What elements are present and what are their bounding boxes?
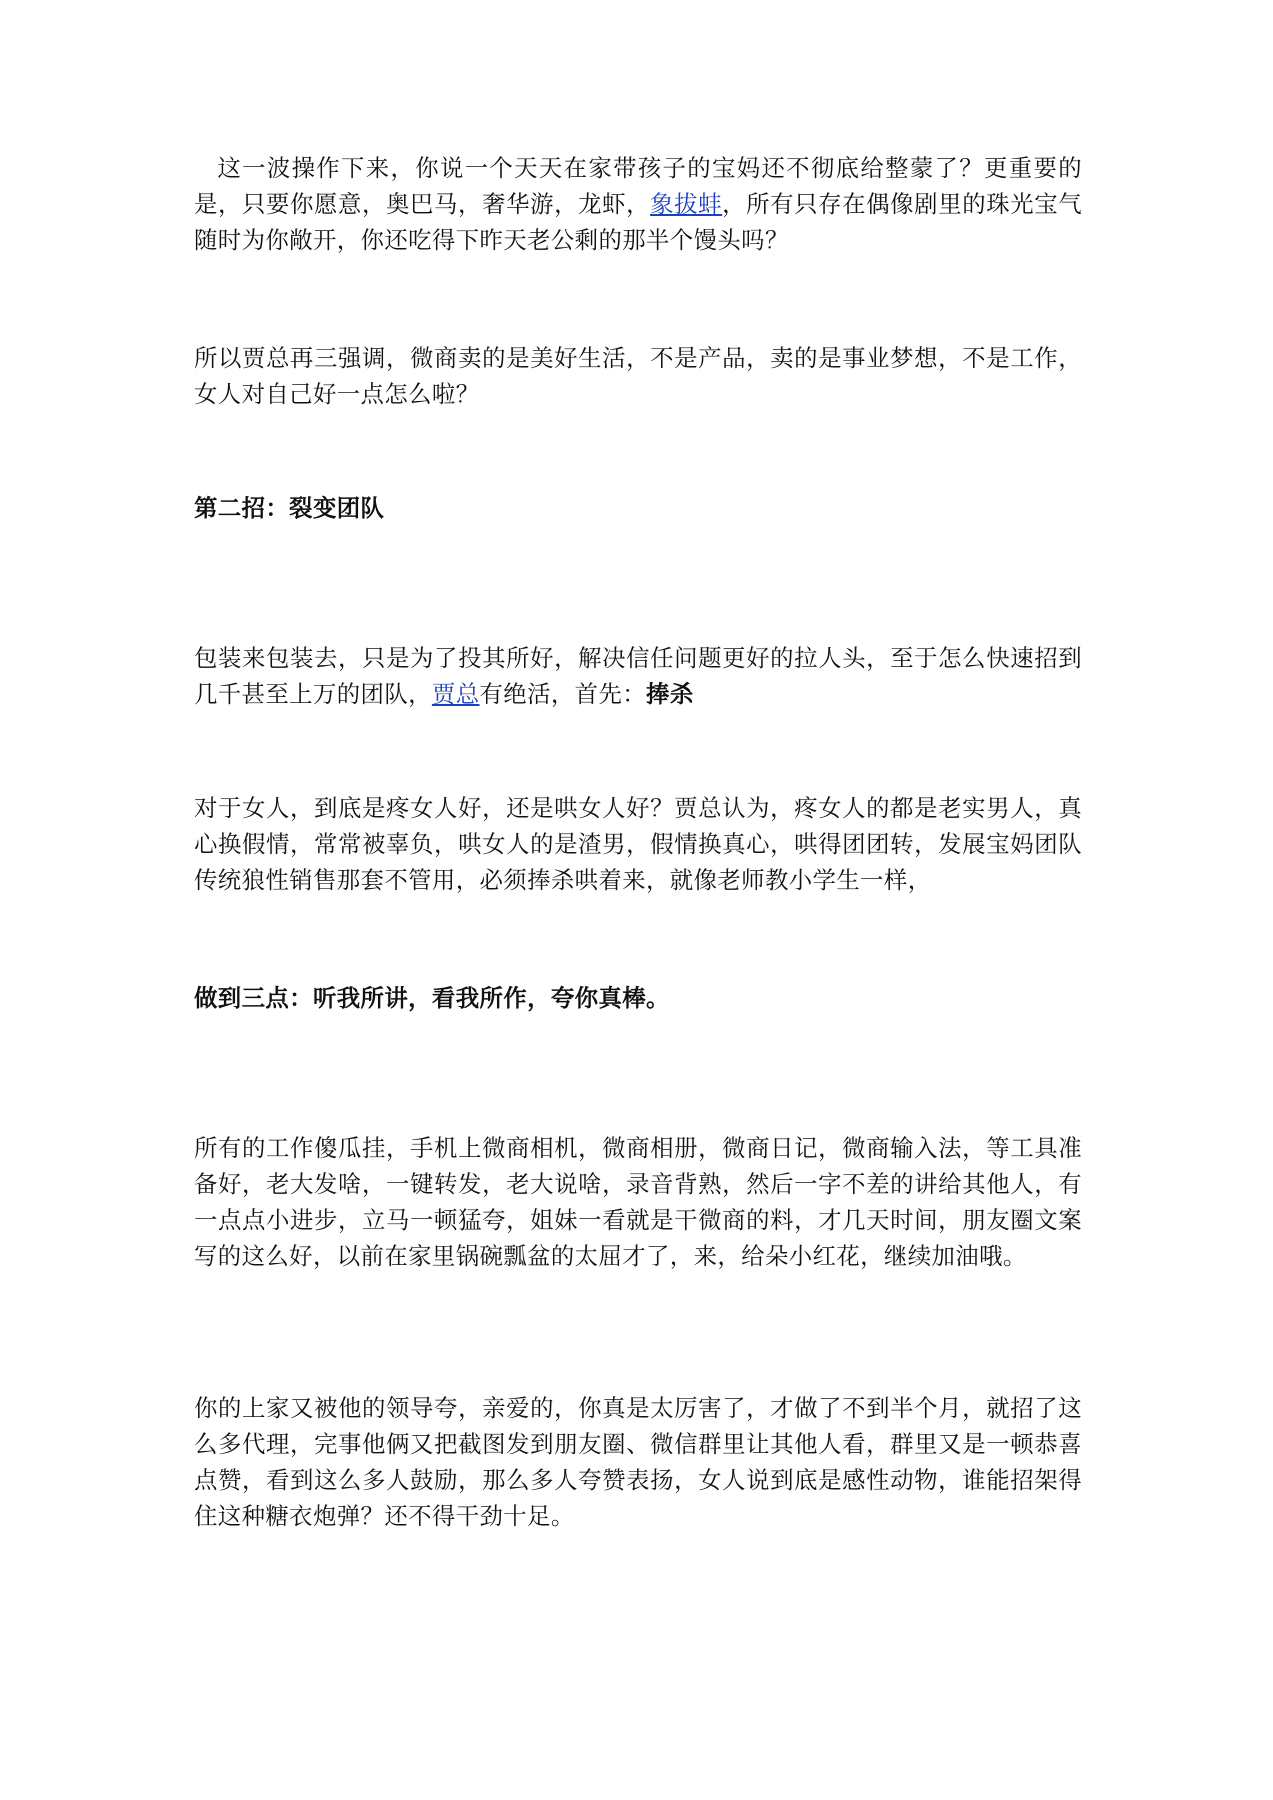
paragraph-1-text-a: 这一波操作下来，你说一个天天在家带孩子的宝妈还不彻底给整蒙了？更重要的是，只要你愿意，奥巴马，奢华游，龙虾， [194, 154, 1082, 218]
paragraph-3-text-b: 有绝活，首先： [479, 680, 647, 708]
link-xiangbabang[interactable]: 象拔蚌 [650, 190, 723, 218]
paragraph-3-bold: 捧杀 [646, 680, 694, 708]
heading-three-points: 做到三点：听我所讲，看我所作，夸你真棒。 [194, 984, 670, 1012]
paragraph-4: 对于女人，到底是疼女人好，还是哄女人好？贾总认为，疼女人的都是老实男人，真心换假情，常常被辜负，哄女人的是渣男，假情换真心，哄得团团转，发展宝妈团队传统狼性销售那套不管用，必须捧杀哄着来，就像老师教小学生一样， [194, 794, 1082, 894]
paragraph-2: 所以贾总再三强调，微商卖的是美好生活，不是产品，卖的是事业梦想，不是工作，女人对自己好一点怎么啦？ [194, 344, 1082, 408]
paragraph-1 [194, 150, 1082, 258]
paragraph-3-text-a: 包装来包装去，只是为了投其所好，解决信任问题更好的拉人头，至于怎么快速招到几千甚至上万的团队， [194, 644, 1082, 708]
heading-second-move: 第二招：裂变团队 [194, 494, 385, 522]
paragraph-6: 你的上家又被他的领导夸，亲爱的，你真是太厉害了，才做了不到半个月，就招了这么多代理，完事他俩又把截图发到朋友圈、微信群里让其他人看，群里又是一顿恭喜点赞，看到这么多人鼓励，那么多人夸赞表扬，女人说到底是感性动物，谁能招架得住这种糖衣炮弹？还不得干劲十足。 [194, 1394, 1082, 1530]
paragraph-5: 所有的工作傻瓜挂，手机上微商相机，微商相册，微商日记，微商输入法，等工具准备好，老大发啥，一键转发，老大说啥，录音背熟，然后一字不差的讲给其他人，有一点点小进步，立马一顿猛夸，姐妹一看就是干微商的料，才几天时间，朋友圈文案写的这么好，以前在家里锅碗瓢盆的太屈才了，来，给朵小红花，继续加油哦。 [194, 1134, 1082, 1270]
paragraph-1-text-b: ，所有只存在偶像剧里的珠光宝气随时为你敞开，你还吃得下昨天老公剩的那半个馒头吗？ [194, 190, 1083, 254]
link-jiazong[interactable]: 贾总 [431, 680, 480, 708]
paragraph-3 [194, 640, 1082, 712]
